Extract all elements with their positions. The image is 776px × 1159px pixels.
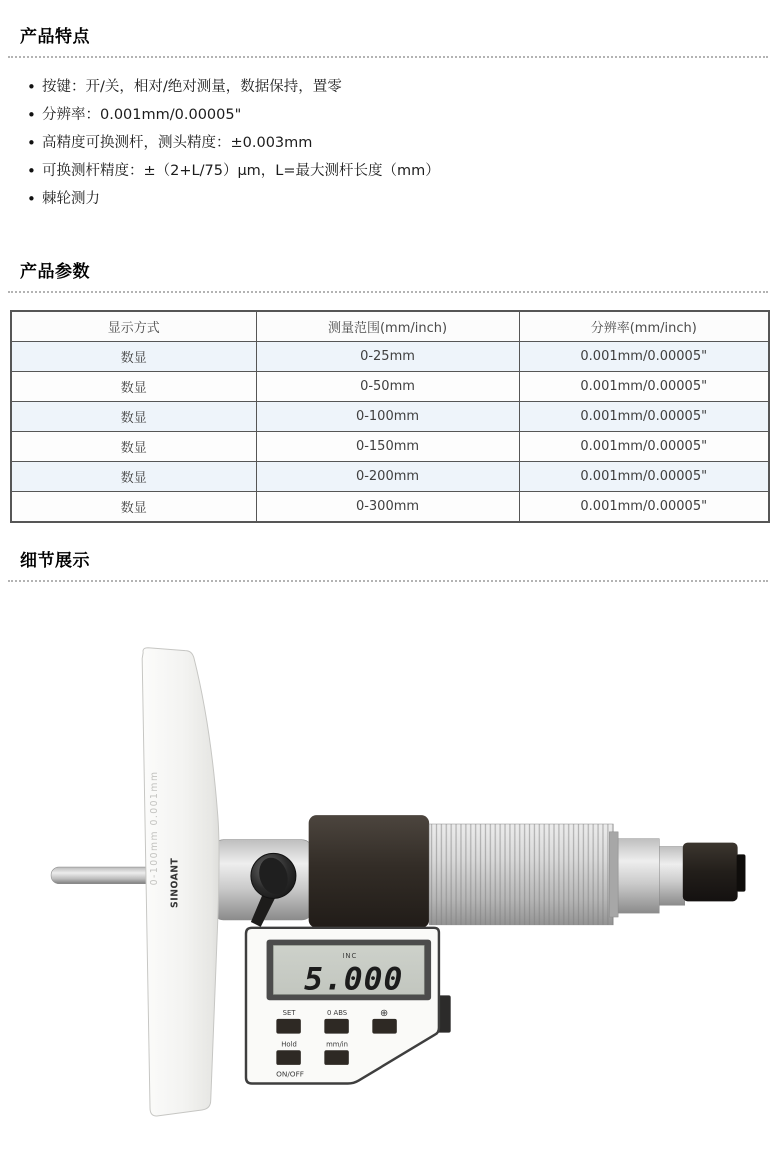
zero-collar: [309, 815, 429, 928]
base-blade: [142, 648, 219, 1116]
table-row: [11, 342, 769, 372]
table-row: [11, 492, 769, 523]
hold-label: Hold: [281, 1040, 297, 1049]
section-title-details: 细节展示: [20, 551, 90, 571]
section-title-specs: 产品参数: [20, 262, 90, 282]
section-details: [8, 546, 768, 1159]
unit-button: [324, 1050, 348, 1065]
lcd-display: [267, 940, 432, 1001]
feature-item: • 棘轮测力: [42, 192, 768, 207]
spec-cell: 数显: [11, 432, 256, 462]
table-row: [11, 432, 769, 462]
feature-item: • 按键：开/关，相对/绝对测量，数据保持，置零: [42, 80, 768, 95]
feature-item: • 高精度可换测杆，测头精度：±0.003mm: [42, 136, 768, 151]
feature-item: • 分辨率：0.001mm/0.00005": [42, 108, 768, 123]
origin-button: [372, 1019, 396, 1034]
spec-cell: 0-25mm: [256, 342, 519, 372]
feature-item: • 可换测杆精度：±（2+L/75）μm，L=最大测杆长度（mm）: [42, 164, 768, 179]
spec-table: [10, 310, 770, 523]
table-row: [11, 372, 769, 402]
spec-cell: 0-50mm: [256, 372, 519, 402]
zero-abs-button: [324, 1019, 348, 1034]
spec-cell: 0-200mm: [256, 462, 519, 492]
knurled-sleeve: [429, 824, 618, 925]
spec-cell: 0-300mm: [256, 492, 519, 523]
product-photo: [8, 584, 768, 1159]
unit-label: mm/in: [326, 1040, 349, 1049]
depth-micrometer-image: [8, 584, 768, 1159]
origin-icon: ⊕: [379, 1007, 389, 1019]
lcd-value: 5.000: [304, 961, 404, 998]
spec-cell: 0-100mm: [256, 402, 519, 432]
spec-cell: 数显: [11, 342, 256, 372]
spec-cell: 数显: [11, 492, 256, 523]
spec-cell: 数显: [11, 372, 256, 402]
hold-button: [276, 1050, 300, 1065]
power-label: ON/OFF: [276, 1069, 305, 1079]
table-row: [11, 462, 769, 492]
spec-cell: 0.001mm/0.00005": [519, 462, 769, 492]
zero-abs-label: 0 ABS: [327, 1008, 348, 1017]
spec-col-header: 测量范围(mm/inch): [256, 311, 519, 342]
blade-spec-text: 0-100mm 0.001mm: [148, 770, 160, 886]
spec-cell: 数显: [11, 402, 256, 432]
spec-col-header: 显示方式: [11, 311, 256, 342]
spec-col-header: 分辨率(mm/inch): [519, 311, 769, 342]
spec-cell: 0.001mm/0.00005": [519, 492, 769, 523]
table-row: [11, 402, 769, 432]
lcd-mode-label: INC: [342, 952, 358, 961]
spec-table-body: [11, 342, 769, 523]
section-specs: [8, 257, 768, 523]
feature-list: [8, 80, 768, 207]
brand-text: SINOANT: [169, 857, 181, 908]
spec-cell: 数显: [11, 462, 256, 492]
display-unit: [246, 928, 439, 1084]
ratchet-end: [618, 839, 745, 913]
spec-cell: 0.001mm/0.00005": [519, 402, 769, 432]
dotted-divider: [8, 56, 768, 58]
spec-table-head: [11, 311, 769, 342]
set-label: SET: [282, 1008, 296, 1017]
spec-cell: 0.001mm/0.00005": [519, 372, 769, 402]
section-title-features: 产品特点: [20, 27, 90, 47]
dotted-divider: [8, 580, 768, 582]
table-header-row: [11, 311, 769, 342]
spec-cell: 0.001mm/0.00005": [519, 432, 769, 462]
dotted-divider: [8, 291, 768, 293]
section-features: [8, 22, 768, 207]
spec-cell: 0.001mm/0.00005": [519, 342, 769, 372]
set-button: [276, 1019, 300, 1034]
spec-cell: 0-150mm: [256, 432, 519, 462]
